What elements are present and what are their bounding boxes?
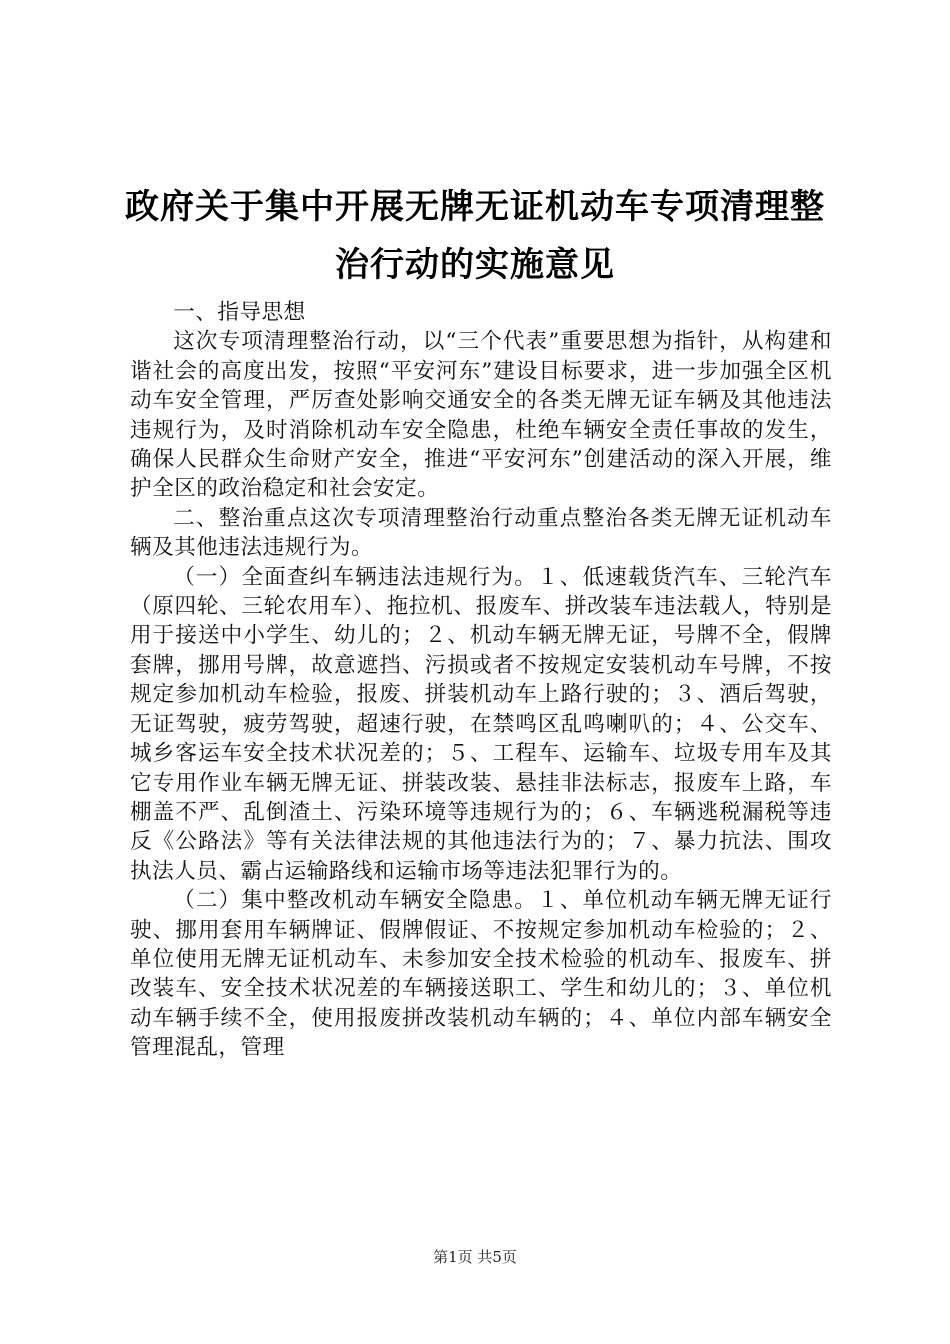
paragraph-item-one: （一）全面查纠车辆违法违规行为。１、低速载货汽车、三轮汽车（原四轮、三轮农用车）、拖拉机、报废车、拼改装车违法载人，特别是用于接送中小学生、幼儿的；２、机动车辆无牌无证，号牌不全，假牌套牌，挪用号牌，故意遮挡、污损或者不按规定安装机动车号牌，不按规定参加机动车检验，报废、拼装机动车上路行驶的；３、酒后驾驶，无证驾驶，疲劳驾驶，超速行驶，在禁鸣区乱鸣喇叭的；４、公交车、城乡客运车安全技术状况差的；５、工程车、运输车、垃圾专用车及其它专用作业车辆无牌无证、拼装改装、悬挂非法标志，报废车上路，车棚盖不严、乱倒渣土、污染环境等违规行为的；６、车辆逃税漏税等违反《公路法》等有关法律法规的其他违法行为的；７、暴力抗法、围攻执法人员、霸占运输路线和运输市场等违法犯罪行为的。 [130, 564, 832, 884]
document-title-line-2: 治行动的实施意见 [335, 245, 615, 285]
page-number-footer: 第1页 共5页 [433, 1248, 517, 1266]
paragraph-guiding-thought: 这次专项清理整治行动，以“三个代表”重要思想为指针，从构建和谐社会的高度出发，按照“平安河东”建设目标要求，进一步加强全区机动车安全管理，严厉查处影响交通安全的各类无牌无证车辆及其他违法违规行为，及时消除机动车安全隐患，杜绝车辆安全责任事故的发生，确保人民群众生命财产安全，推进“平安河东”创建活动的深入开展，维护全区的政治稳定和社会安定。 [130, 329, 832, 502]
document-body [130, 298, 832, 1063]
paragraph-key-focus: 二、整治重点这次专项清理整治行动重点整治各类无牌无证机动车辆及其他违法违规行为。 [130, 505, 832, 561]
section-heading-guiding-thought: 一、指导思想 [173, 300, 306, 325]
paragraph-item-two: （二）集中整改机动车辆安全隐患。１、单位机动车辆无牌无证行驶、挪用套用车辆牌证、假牌假证、不按规定参加机动车检验的；２、单位使用无牌无证机动车、未参加安全技术检验的机动车、报废车、拼改装车、安全技术状况差的车辆接送职工、学生和幼儿的；３、单位机动车辆手续不全，使用报废拼改装机动车辆的；４、单位内部车辆安全管理混乱，管理 [130, 888, 832, 1061]
document-title-line-1: 政府关于集中开展无牌无证机动车专项清理整 [125, 187, 825, 227]
